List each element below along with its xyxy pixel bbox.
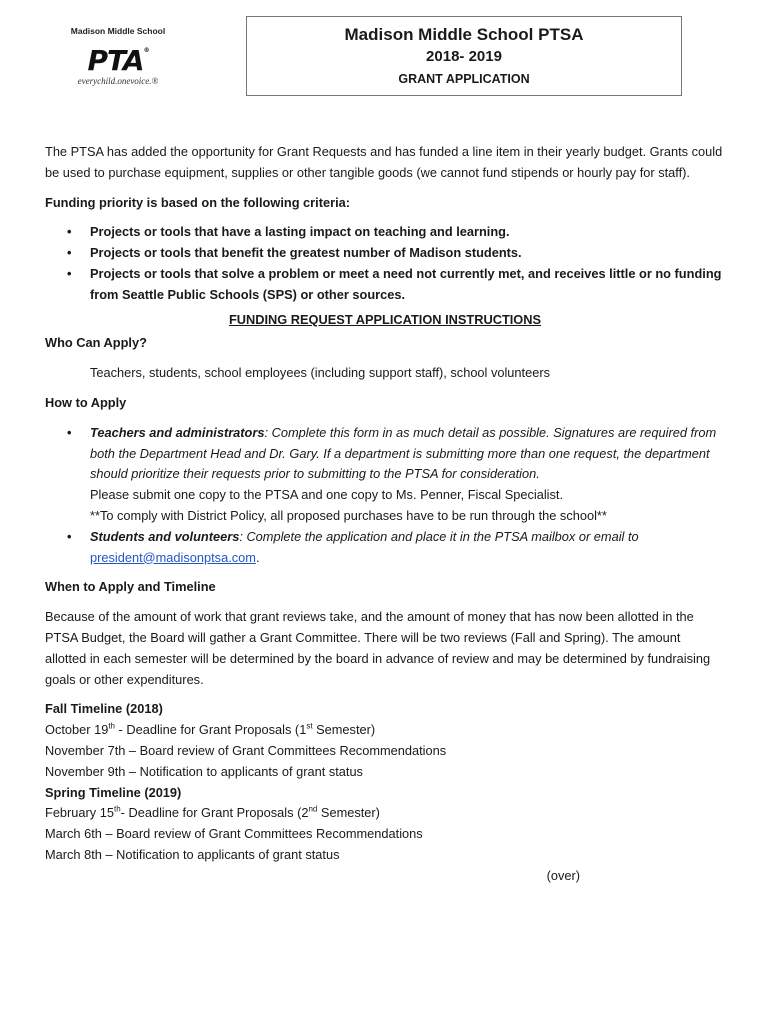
how-heading: How to Apply [45, 394, 127, 410]
teachers-copy: Please submit one copy to the PTSA and one copy to Ms. Penner, Fiscal Specialist. [90, 487, 564, 503]
document-title: Madison Middle School PTSA [344, 25, 584, 44]
logo-registered-mark: ® [143, 47, 149, 54]
logo-pta-wordmark [62, 36, 174, 76]
logo-pta-text: PTA [87, 44, 144, 77]
fall-line-3: November 9th – Notification to applicants of grant status [45, 763, 363, 779]
how-item-students [45, 527, 725, 569]
how-item-teachers [45, 423, 725, 527]
criteria-item: • Projects or tools that have a lasting impact on teaching and learning. [45, 222, 725, 243]
document-year: 2018- 2019 [426, 48, 502, 65]
fall-heading: Fall Timeline (2018) [45, 701, 163, 717]
criteria-item: • Projects or tools that benefit the greatest number of Madison students. [45, 243, 725, 264]
email-link[interactable]: president@madisonptsa.com [90, 549, 256, 565]
students-label: Students and volunteers [90, 528, 240, 544]
criteria-item: • Projects or tools that solve a problem or meet a need not currently met, and receives little or no funding from Seattle Public Schools (SPS) or other sources. [45, 264, 725, 306]
spring-heading: Spring Timeline (2019) [45, 784, 182, 800]
students-text: : Complete the application and place it in the PTSA mailbox or email to [239, 528, 639, 544]
instructions-heading: FUNDING REQUEST APPLICATION INSTRUCTIONS [228, 311, 542, 327]
logo-school-name: Madison Middle School [70, 26, 166, 36]
how-list [45, 423, 725, 569]
pta-logo [62, 26, 174, 86]
who-heading: Who Can Apply? [45, 335, 147, 351]
when-text: Because of the amount of work that grant reviews take, and the amount of money that has now been allotted in the PTSA Budget, the Board will gather a Grant Committee. There will be two reviews (Fall and Spring). The amount allotted in each semester will be determined by the board in advance of review and may be determined by fundraising goals or other expenditures. [45, 609, 711, 687]
teachers-text: : Complete this form in as much detail as possible. Signatures are required from both the Department Head and Dr. Gary. If a department is submitting more than one request, the department should prioritize their requests prior to submitting to the PTSA for consideration. [90, 424, 717, 482]
spring-line-1: February 15th- Deadline for Grant Proposals (2nd Semester) [45, 805, 380, 821]
title-box [246, 16, 682, 96]
teachers-label: Teachers and administrators [90, 424, 265, 440]
email-end: . [255, 549, 260, 565]
over-note: (over) [546, 867, 580, 883]
who-text: Teachers, students, school employees (including support staff), school volunteers [90, 365, 550, 381]
spring-line-2: March 6th – Board review of Grant Committees Recommendations [45, 826, 423, 842]
spring-line-3: March 8th – Notification to applicants of grant status [45, 846, 340, 862]
criteria-heading: Funding priority is based on the following criteria: [45, 194, 351, 210]
criteria-list [45, 222, 725, 305]
document-body [45, 142, 725, 887]
fall-line-2: November 7th – Board review of Grant Committees Recommendations [45, 742, 447, 758]
document-subtitle: GRANT APPLICATION [398, 72, 530, 86]
logo-slogan: everychild.onevoice.® [77, 76, 159, 86]
fall-line-1: October 19th - Deadline for Grant Proposals (1st Semester) [45, 721, 376, 738]
teachers-policy: **To comply with District Policy, all proposed purchases have to be run through the school** [90, 507, 607, 523]
intro-paragraph: The PTSA has added the opportunity for Grant Requests and has funded a line item in their yearly budget. Grants could be used to purchase equipment, supplies or other tangible goods (we cannot fund stipends or hourly pay for staff). [45, 144, 723, 180]
when-heading: When to Apply and Timeline [45, 579, 216, 595]
